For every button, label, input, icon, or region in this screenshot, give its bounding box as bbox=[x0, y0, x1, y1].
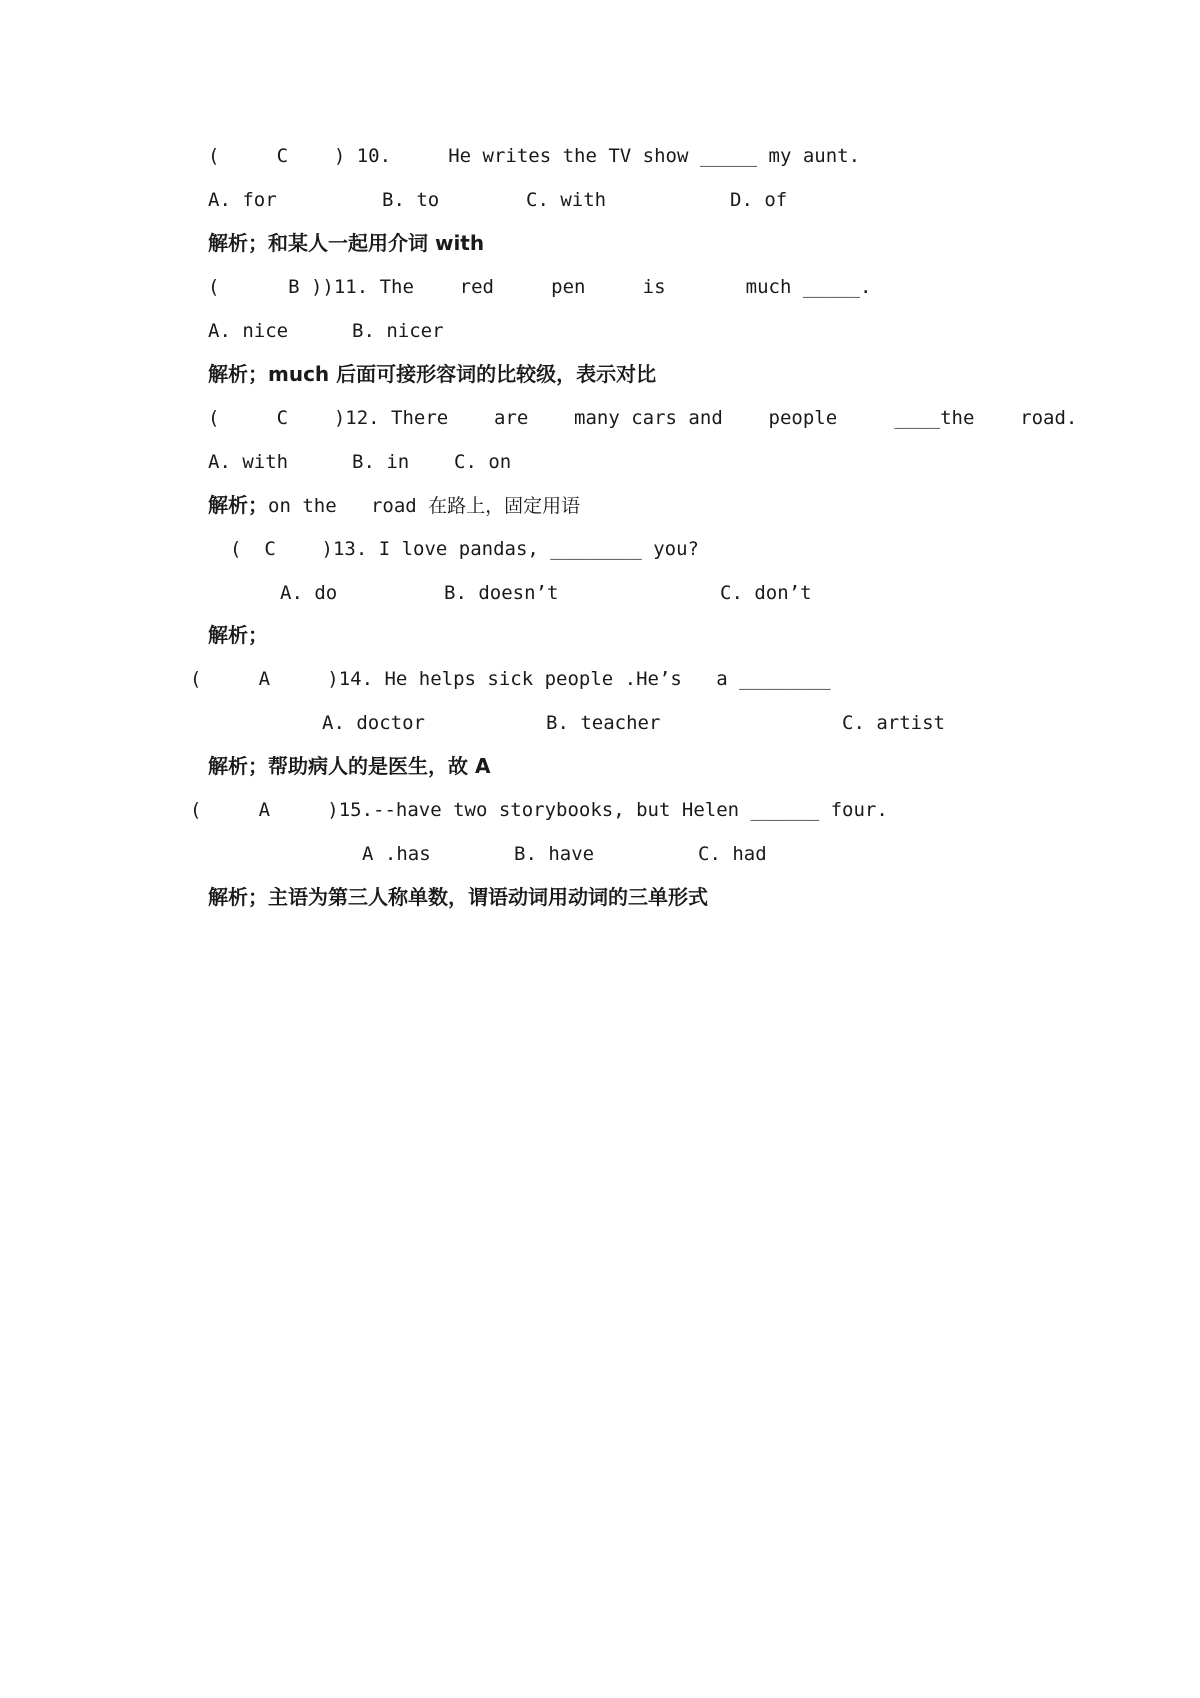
q14-option-a: A. doctor bbox=[322, 712, 425, 734]
question-15-stem: ( A )15.--have two storybooks, but Helen ______ four. bbox=[190, 799, 888, 821]
q15-option-a: A .has bbox=[362, 843, 431, 865]
q13-option-b: B. doesn’t bbox=[444, 582, 559, 604]
question-14-stem: ( A )14. He helps sick people .He’s a ________ bbox=[190, 668, 831, 690]
q12-option-b: B. in bbox=[352, 451, 410, 473]
q15-option-b: B. have bbox=[514, 843, 595, 865]
q10-analysis: 解析；和某人一起用介词 with bbox=[208, 231, 485, 255]
q12-analysis bbox=[208, 493, 580, 518]
q11-option-a: A. nice bbox=[208, 320, 289, 342]
question-12-stem: ( C )12. There are many cars and people ____the road. bbox=[208, 407, 1078, 429]
q14-option-c: C. artist bbox=[842, 712, 945, 734]
q11-option-b: B. nicer bbox=[352, 320, 444, 342]
q12-analysis-text: on the road 在路上，固定用语 bbox=[268, 495, 581, 517]
q10-option-d: D. of bbox=[730, 189, 788, 211]
q10-option-b: B. to bbox=[382, 189, 440, 211]
q11-analysis: 解析；much 后面可接形容词的比较级，表示对比 bbox=[208, 362, 657, 386]
q14-option-b: B. teacher bbox=[546, 712, 661, 734]
q13-option-c: C. don’t bbox=[720, 582, 812, 604]
q12-option-c: C. on bbox=[454, 451, 512, 473]
q10-option-c: C. with bbox=[526, 189, 607, 211]
q13-analysis: 解析； bbox=[208, 623, 268, 647]
question-11-stem: ( B ))11. The red pen is much _____. bbox=[208, 276, 872, 298]
question-13-stem: ( C )13. I love pandas, ________ you? bbox=[230, 538, 699, 560]
q12-option-a: A. with bbox=[208, 451, 289, 473]
q15-option-c: C. had bbox=[698, 843, 767, 865]
q13-option-a: A. do bbox=[280, 582, 338, 604]
q14-analysis: 解析；帮助病人的是医生，故 A bbox=[208, 754, 491, 778]
q15-analysis: 解析；主语为第三人称单数，谓语动词用动词的三单形式 bbox=[208, 885, 708, 909]
q12-analysis-label: 解析； bbox=[208, 493, 268, 517]
q10-option-a: A. for bbox=[208, 189, 277, 211]
question-10-stem: ( C ) 10. He writes the TV show _____ my aunt. bbox=[208, 145, 861, 167]
